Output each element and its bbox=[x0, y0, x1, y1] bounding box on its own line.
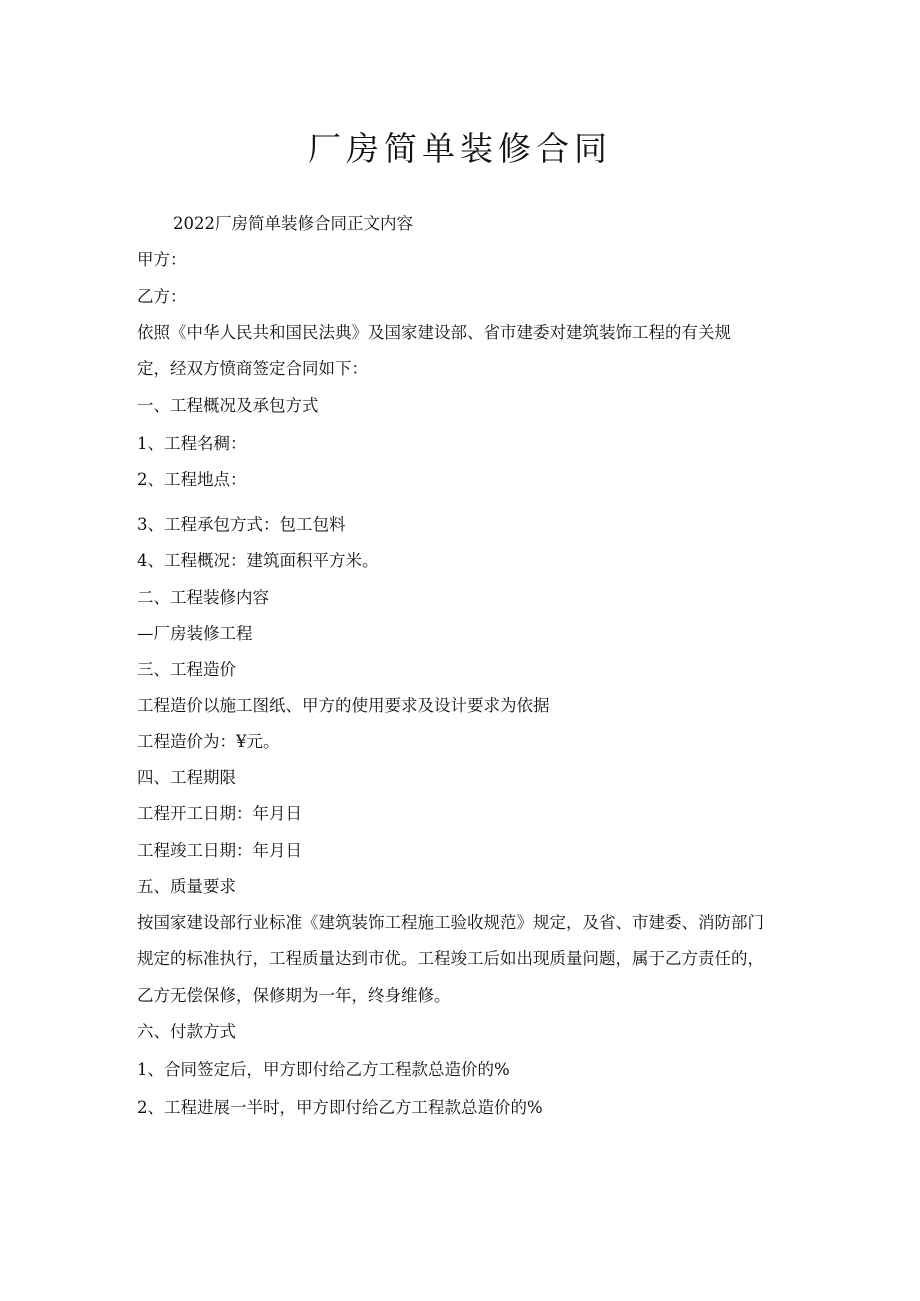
list-item: 4、工程概况：建筑面积平方米。 bbox=[137, 551, 379, 570]
document-title: 厂房简单装修合同 bbox=[308, 129, 612, 168]
party-b-line: 乙方： bbox=[137, 287, 187, 306]
paragraph-line: 规定的标准执行，工程质量达到市优。工程竣工后如出现质量问题，属于乙方责任的， bbox=[137, 949, 764, 968]
list-item: 2、工程进展一半时，甲方即付给乙方工程款总造价的% bbox=[137, 1098, 543, 1117]
list-item: 1、合同签定后，甲方即付给乙方工程款总造价的% bbox=[137, 1060, 510, 1079]
paragraph-line: 乙方无偿保修，保修期为一年，终身维修。 bbox=[137, 986, 451, 1005]
section-heading-6: 六、付款方式 bbox=[137, 1022, 236, 1041]
section-heading-4: 四、工程期限 bbox=[137, 768, 236, 787]
paragraph-line: 工程开工日期：年月日 bbox=[137, 804, 302, 823]
paragraph-line: 按国家建设部行业标准《建筑装饰工程施工验收规范》规定，及省、市建委、消防部门 bbox=[137, 913, 764, 932]
paragraph-line: —厂房装修工程 bbox=[137, 624, 253, 643]
section-heading-5: 五、质量要求 bbox=[137, 877, 236, 896]
section-heading-3: 三、工程造价 bbox=[137, 660, 236, 679]
list-item: 2、工程地点： bbox=[137, 470, 247, 489]
intro-line: 2022厂房简单装修合同正文内容 bbox=[173, 214, 413, 233]
list-item: 1、工程名稠： bbox=[137, 434, 247, 453]
section-heading-1: 一、工程概况及承包方式 bbox=[137, 396, 319, 415]
paragraph-line: 工程造价以施工图纸、甲方的使用要求及设计要求为依据 bbox=[137, 696, 550, 715]
party-a-line: 甲方： bbox=[137, 250, 187, 269]
paragraph-line: 工程竣工日期：年月日 bbox=[137, 841, 302, 860]
paragraph-line: 依照《中华人民共和国民法典》及国家建设部、省市建委对建筑装饰工程的有关规 bbox=[137, 323, 731, 342]
list-item: 3、工程承包方式：包工包料 bbox=[137, 515, 346, 534]
section-heading-2: 二、工程装修内容 bbox=[137, 588, 269, 607]
paragraph-line: 定，经双方愤商签定合同如下： bbox=[137, 359, 368, 378]
paragraph-line: 工程造价为：¥元。 bbox=[137, 732, 280, 751]
